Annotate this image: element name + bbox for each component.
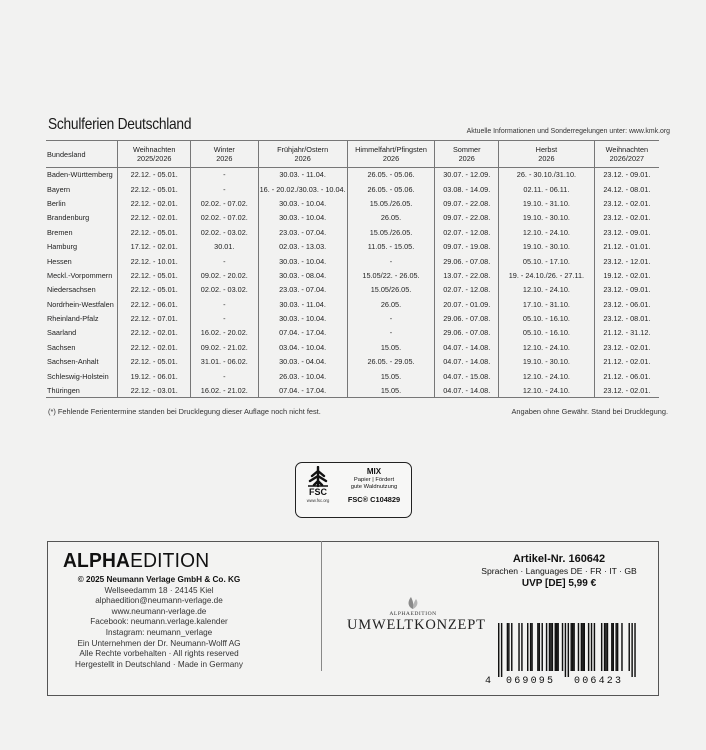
holiday-table <box>46 140 659 398</box>
barcode-bar <box>584 623 585 671</box>
holiday-date-cell: 30.03. - 11.04. <box>258 168 347 182</box>
holiday-date-cell: 19.12. - 02.01. <box>603 270 651 280</box>
holiday-date-cell: 31.01. - 06.02. <box>190 355 258 369</box>
holiday-date-cell: 23.12. - 02.01. <box>603 213 651 223</box>
holiday-date-cell: 29.06. - 07.08. <box>435 311 499 325</box>
holiday-date-cell: 07.04. - 17.04. <box>258 326 347 340</box>
barcode-bar <box>501 623 502 677</box>
holiday-date-cell: 16.02. - 20.02. <box>190 326 258 340</box>
barcode-bar <box>537 623 538 671</box>
barcode-bar <box>578 623 579 671</box>
fsc-paper-line-2: gute Waldnutzung <box>350 484 398 490</box>
barcode-bar <box>613 623 614 671</box>
holiday-date-cell: 22.12. - 05.01. <box>118 355 191 369</box>
barcode-bar <box>556 623 557 671</box>
table-row <box>46 182 659 196</box>
holiday-date-cell: 22.12. - 02.01. <box>118 196 191 210</box>
holiday-date-cell: 15.05. <box>347 369 435 383</box>
barcode-bar <box>507 623 508 671</box>
footnote: (*) Fehlende Ferientermine standen bei Drucklegung dieser Auflage noch nicht fest. <box>48 407 321 416</box>
holiday-date-cell: 19. - 24.10./26. - 27.11. <box>499 268 595 282</box>
holiday-date-cell: 02.03. - 13.03. <box>258 239 347 253</box>
barcode-bar <box>594 623 595 671</box>
barcode-bar <box>571 623 572 671</box>
holiday-date-cell: 12.10. - 24.10. <box>499 383 595 397</box>
holiday-date-cell: 11.05. - 15.05. <box>347 239 435 253</box>
table-row <box>46 326 659 340</box>
state-name-cell: Brandenburg <box>46 211 118 225</box>
holiday-date-cell: 02.02. - 07.02. <box>190 196 258 210</box>
holiday-date-cell: 19.10. - 30.10. <box>499 355 595 369</box>
state-name-cell: Sachsen <box>46 340 118 354</box>
column-header <box>118 141 191 168</box>
holiday-date-cell: 04.07. - 14.08. <box>435 383 499 397</box>
holiday-date-cell: 15.05/26.05. <box>347 283 435 297</box>
holiday-date-cell: 19.10. - 30.10. <box>499 211 595 225</box>
barcode-bar <box>604 623 605 671</box>
table-body <box>46 168 659 398</box>
holiday-date-cell: 23.12. - 02.01. <box>603 198 651 208</box>
holiday-date-cell: 02.02. - 03.02. <box>190 225 258 239</box>
disclaimer: Angaben ohne Gewähr. Stand bei Drucklegung. <box>511 407 668 416</box>
holiday-date-cell: - <box>190 254 258 268</box>
barcode-bar <box>555 623 556 671</box>
holiday-date-cell: 26.05. - 29.05. <box>347 355 435 369</box>
holiday-date-cell: 15.05. <box>347 383 435 397</box>
holiday-date-cell: 22.12. - 05.01. <box>118 268 191 282</box>
info-link-text: Aktuelle Informationen und Sonderregelungen unter: www.kmk.org <box>466 126 670 135</box>
column-header-line-2: 2026 <box>216 154 233 163</box>
article-info <box>479 552 639 591</box>
holiday-date-cell: 30.01. <box>190 239 258 253</box>
barcode-bar <box>621 623 622 671</box>
table-row <box>46 168 659 182</box>
holiday-date-cell: 22.12. - 07.01. <box>118 311 191 325</box>
barcode-bar <box>552 623 553 671</box>
leaf-icon <box>402 596 424 610</box>
table-row <box>46 340 659 354</box>
holiday-date-cell: 09.07. - 22.08. <box>435 196 499 210</box>
holiday-date-cell: 04.07. - 15.08. <box>435 369 499 383</box>
table-row <box>46 355 659 369</box>
holiday-date-cell: 23.12. - 09.01. <box>603 170 651 180</box>
column-header-line-1: Winter <box>213 145 235 154</box>
holiday-date-cell: 30.03. - 08.04. <box>258 268 347 282</box>
table-row <box>46 239 659 253</box>
holiday-date-cell: 02.07. - 12.08. <box>435 225 499 239</box>
holiday-date-cell: 22.12. - 05.01. <box>118 182 191 196</box>
column-header-line-1: Weihnachten <box>132 145 176 154</box>
barcode-bar <box>605 623 606 671</box>
holiday-date-cell: 09.02. - 21.02. <box>190 340 258 354</box>
holiday-date-cell: 15.05. <box>347 340 435 354</box>
holiday-date-cell: 23.03. - 07.04. <box>258 225 347 239</box>
barcode-bar <box>611 623 612 671</box>
holiday-date-cell: 23.12. - 12.01. <box>603 256 651 266</box>
barcode-bar <box>581 623 582 671</box>
holiday-date-cell: 03.04. - 10.04. <box>258 340 347 354</box>
umwelt-small-text: ALPHAEDITION <box>389 611 437 617</box>
imprint-text <box>56 575 262 670</box>
state-name-cell: Sachsen-Anhalt <box>46 355 118 369</box>
holiday-date-cell: - <box>347 254 435 268</box>
holiday-date-cell: - <box>347 311 435 325</box>
table-row <box>46 225 659 239</box>
state-name-cell: Saarland <box>46 326 118 340</box>
barcode <box>485 623 645 689</box>
holiday-date-cell: 22.12. - 02.01. <box>118 340 191 354</box>
holiday-date-cell: 21.12. - 06.01. <box>603 371 651 381</box>
barcode-bar <box>542 623 543 671</box>
state-name-cell: Hamburg <box>46 239 118 253</box>
fsc-mark <box>299 466 337 514</box>
holiday-date-cell: 20.07. - 01.09. <box>435 297 499 311</box>
holiday-date-cell: 24.12. - 08.01. <box>603 184 651 194</box>
barcode-bar <box>511 623 512 671</box>
column-header-line-2: 2026/2027 <box>609 154 645 163</box>
state-name-cell: Meckl.-Vorpommern <box>46 268 118 282</box>
holiday-date-cell: 30.03. - 04.04. <box>258 355 347 369</box>
barcode-bar <box>539 623 540 671</box>
column-header-line-1: Weihnachten <box>605 145 649 154</box>
barcode-bar <box>617 623 618 671</box>
publisher-logo <box>63 550 209 573</box>
barcode-bar <box>572 623 573 671</box>
holiday-date-cell: 12.10. - 24.10. <box>499 369 595 383</box>
fsc-paper-line-1: Papier | Fördert <box>353 477 395 483</box>
holiday-date-cell: 02.07. - 12.08. <box>435 283 499 297</box>
column-header-line-1: Bundesland <box>47 149 86 159</box>
column-header-line-2: 2026 <box>458 154 475 163</box>
holiday-date-cell: 23.03. - 07.04. <box>258 283 347 297</box>
holiday-date-cell: 03.08. - 14.09. <box>435 182 499 196</box>
holiday-date-cell: 23.12. - 09.01. <box>603 227 651 237</box>
column-header <box>347 141 435 168</box>
holiday-date-cell: - <box>190 168 258 182</box>
holiday-date-cell: 09.07. - 22.08. <box>435 211 499 225</box>
imprint-line: Facebook: neumann.verlage.kalender <box>90 617 228 627</box>
barcode-bar <box>521 623 522 671</box>
state-name-cell: Rheinland-Pfalz <box>46 311 118 325</box>
umweltkonzept-logo <box>347 596 486 633</box>
holiday-date-cell: 26.05. <box>347 211 435 225</box>
holiday-date-cell: 13.07. - 22.08. <box>435 268 499 282</box>
barcode-bar <box>557 623 558 671</box>
fsc-mix: MIX <box>366 467 382 476</box>
fsc-text <box>341 467 407 504</box>
barcode-bar <box>550 623 551 671</box>
fsc-code: FSC® C104829 <box>347 495 401 504</box>
holiday-date-cell: 30.03. - 10.04. <box>258 211 347 225</box>
barcode-bar <box>573 623 574 671</box>
holiday-date-cell: 30.03. - 10.04. <box>258 311 347 325</box>
barcode-bar <box>568 623 569 677</box>
holiday-date-cell: 02.02. - 03.02. <box>190 283 258 297</box>
holiday-date-cell: 02.11. - 06.11. <box>499 182 595 196</box>
state-name-cell: Nordrhein-Westfalen <box>46 297 118 311</box>
imprint-line: Instagram: neumann_verlage <box>105 627 213 637</box>
holiday-date-cell: 22.12. - 06.01. <box>118 297 191 311</box>
holiday-date-cell: 19.10. - 31.10. <box>499 196 595 210</box>
holiday-date-cell: 12.10. - 24.10. <box>499 340 595 354</box>
holiday-date-cell: 02.02. - 07.02. <box>190 211 258 225</box>
holiday-date-cell: 09.07. - 19.08. <box>435 239 499 253</box>
holiday-date-cell: 22.12. - 02.01. <box>118 211 191 225</box>
table-row <box>46 268 659 282</box>
holiday-date-cell: 22.12. - 10.01. <box>118 254 191 268</box>
fsc-tree-icon <box>305 466 331 488</box>
barcode-bar <box>615 623 616 671</box>
column-header-line-1: Herbst <box>535 145 558 154</box>
column-header-line-2: 2026 <box>538 154 555 163</box>
holiday-date-cell: 22.12. - 03.01. <box>118 383 191 397</box>
holiday-date-cell: 23.12. - 09.01. <box>603 285 651 295</box>
holiday-date-cell: 26.03. - 10.04. <box>258 369 347 383</box>
barcode-bar <box>588 623 589 671</box>
column-header-line-1: Frühjahr/Ostern <box>277 145 329 154</box>
holiday-date-cell: 26.05. - 05.06. <box>347 182 435 196</box>
column-header-line-2: 2026 <box>382 154 400 163</box>
state-name-cell: Bayern <box>46 182 118 196</box>
state-name-cell: Bremen <box>46 225 118 239</box>
barcode-bar <box>582 623 583 671</box>
imprint-line: www.neumann-verlage.de <box>111 606 207 616</box>
holiday-date-cell: 15.05./26.05. <box>347 225 435 239</box>
table-row <box>46 369 659 383</box>
article-price: UVP [DE] 5,99 € <box>521 578 597 589</box>
brand-light: EDITION <box>130 550 210 572</box>
table-row <box>46 311 659 325</box>
barcode-bar <box>546 623 547 671</box>
holiday-date-cell: 21.12. - 02.01. <box>603 357 651 367</box>
panel-divider <box>321 541 322 671</box>
holiday-date-cell: 23.12. - 02.01. <box>603 342 651 352</box>
column-header <box>499 141 595 168</box>
state-name-cell: Hessen <box>46 254 118 268</box>
state-name-cell: Niedersachsen <box>46 283 118 297</box>
column-header <box>258 141 347 168</box>
table-row <box>46 211 659 225</box>
barcode-bar <box>549 623 550 671</box>
holiday-date-cell: 15.05/22. - 26.05. <box>347 268 435 282</box>
page-title: Schulferien Deutschland <box>48 116 192 133</box>
table-row <box>46 196 659 210</box>
barcode-bar <box>565 623 566 677</box>
barcode-bar <box>631 623 632 677</box>
barcode-bar <box>634 623 635 677</box>
holiday-date-cell: 09.02. - 20.02. <box>190 268 258 282</box>
holiday-date-cell: 16. - 20.02./30.03. - 10.04. <box>258 182 347 196</box>
holiday-date-cell: 23.12. - 06.01. <box>603 299 651 309</box>
holiday-date-cell: 05.10. - 16.10. <box>499 326 595 340</box>
holiday-date-cell: 30.03. - 11.04. <box>258 297 347 311</box>
holiday-date-cell: 12.10. - 24.10. <box>499 283 595 297</box>
holiday-date-cell: 21.12. - 31.12. <box>603 328 651 338</box>
barcode-bar <box>531 623 532 671</box>
imprint-line: Hergestellt in Deutschland · Made in Germany <box>75 659 243 669</box>
holiday-date-cell: - <box>190 311 258 325</box>
holiday-date-cell: 19.10. - 30.10. <box>499 239 595 253</box>
holiday-date-cell: 21.12. - 01.01. <box>603 242 651 252</box>
barcode-bar <box>508 623 509 671</box>
barcode-bar <box>518 623 519 671</box>
barcode-bars <box>485 623 645 677</box>
article-languages: Sprachen · Languages DE · FR · IT · GB <box>481 566 637 576</box>
holiday-date-cell: - <box>190 182 258 196</box>
column-header <box>190 141 258 168</box>
holiday-date-cell: 04.07. - 14.08. <box>435 355 499 369</box>
table-header-row <box>46 141 659 168</box>
holiday-date-cell: 22.12. - 05.01. <box>118 225 191 239</box>
state-name-cell: Baden-Württemberg <box>46 168 118 182</box>
holiday-date-cell: 12.10. - 24.10. <box>499 225 595 239</box>
imprint-line: alphaedition@neumann-verlage.de <box>95 596 223 606</box>
holiday-date-cell: - <box>190 369 258 383</box>
imprint-line: © 2025 Neumann Verlage GmbH & Co. KG <box>77 575 241 584</box>
holiday-date-cell: 22.12. - 02.01. <box>118 326 191 340</box>
table-row <box>46 283 659 297</box>
barcode-group-1: 069095 <box>506 676 556 687</box>
barcode-bar <box>530 623 531 671</box>
holiday-date-cell: 23.12. - 02.01. <box>594 383 659 397</box>
state-name-cell: Schleswig-Holstein <box>46 369 118 383</box>
fsc-logo <box>295 462 412 518</box>
holiday-date-cell: 17.12. - 02.01. <box>118 239 191 253</box>
umwelt-big-text: UMWELTKONZEPT <box>347 617 486 633</box>
holiday-date-cell: 26.05. <box>347 297 435 311</box>
state-name-cell: Berlin <box>46 196 118 210</box>
column-header-line-1: Himmelfahrt/Pfingsten <box>355 145 427 154</box>
column-header <box>46 141 118 168</box>
fsc-word: FSC <box>309 487 327 497</box>
holiday-date-cell: - <box>190 297 258 311</box>
holiday-date-cell: 05.10. - 17.10. <box>499 254 595 268</box>
table-row <box>46 254 659 268</box>
holiday-date-cell: 22.12. - 05.01. <box>118 283 191 297</box>
holiday-date-cell: 17.10. - 31.10. <box>499 297 595 311</box>
holiday-date-cell: 30.03. - 10.04. <box>258 196 347 210</box>
holiday-date-cell: 07.04. - 17.04. <box>258 383 347 397</box>
holiday-date-cell: 19.12. - 06.01. <box>118 369 191 383</box>
holiday-date-cell: 30.03. - 10.04. <box>258 254 347 268</box>
holiday-date-cell: 26. - 30.10./31.10. <box>499 168 595 182</box>
imprint-line: Alle Rechte vorbehalten · All rights reserved <box>79 649 239 659</box>
brand-bold: ALPHA <box>63 550 131 572</box>
barcode-bar <box>562 623 563 671</box>
holiday-date-cell: 15.05./26.05. <box>347 196 435 210</box>
state-name-cell: Thüringen <box>46 383 118 397</box>
table-row <box>46 297 659 311</box>
barcode-bar <box>527 623 528 671</box>
column-header-line-1: Sommer <box>452 145 481 154</box>
imprint-line: Wellseedamm 18 · 24145 Kiel <box>104 585 214 595</box>
holiday-date-cell: 26.05. - 05.06. <box>347 168 435 182</box>
column-header-line-2: 2025/2026 <box>136 154 172 163</box>
holiday-date-cell: 30.07. - 12.09. <box>435 168 499 182</box>
barcode-first-digit: 4 <box>485 676 492 687</box>
article-number: Artikel-Nr. 160642 <box>512 553 606 565</box>
column-header <box>594 141 659 168</box>
holiday-date-cell: 29.06. - 07.08. <box>435 254 499 268</box>
barcode-bar <box>591 623 592 671</box>
holiday-date-cell: 22.12. - 05.01. <box>118 168 191 182</box>
fsc-url: www.fsc.org <box>306 498 330 503</box>
barcode-group-2: 006423 <box>574 676 624 687</box>
barcode-bar <box>629 623 630 671</box>
holiday-date-cell: 23.12. - 08.01. <box>603 314 651 324</box>
barcode-bar <box>498 623 499 677</box>
holiday-date-cell: - <box>347 326 435 340</box>
imprint-line: Ein Unternehmen der Dr. Neumann-Wolff AG <box>77 638 241 648</box>
holiday-date-cell: 05.10. - 16.10. <box>499 311 595 325</box>
holiday-date-cell: 29.06. - 07.08. <box>435 326 499 340</box>
column-header <box>435 141 499 168</box>
holiday-date-cell: 04.07. - 14.08. <box>435 340 499 354</box>
barcode-bar <box>601 623 602 671</box>
table-row <box>46 383 659 397</box>
column-header-line-2: 2026 <box>294 154 311 163</box>
barcode-bar <box>607 623 608 671</box>
holiday-date-cell: 16.02. - 21.02. <box>190 383 258 397</box>
